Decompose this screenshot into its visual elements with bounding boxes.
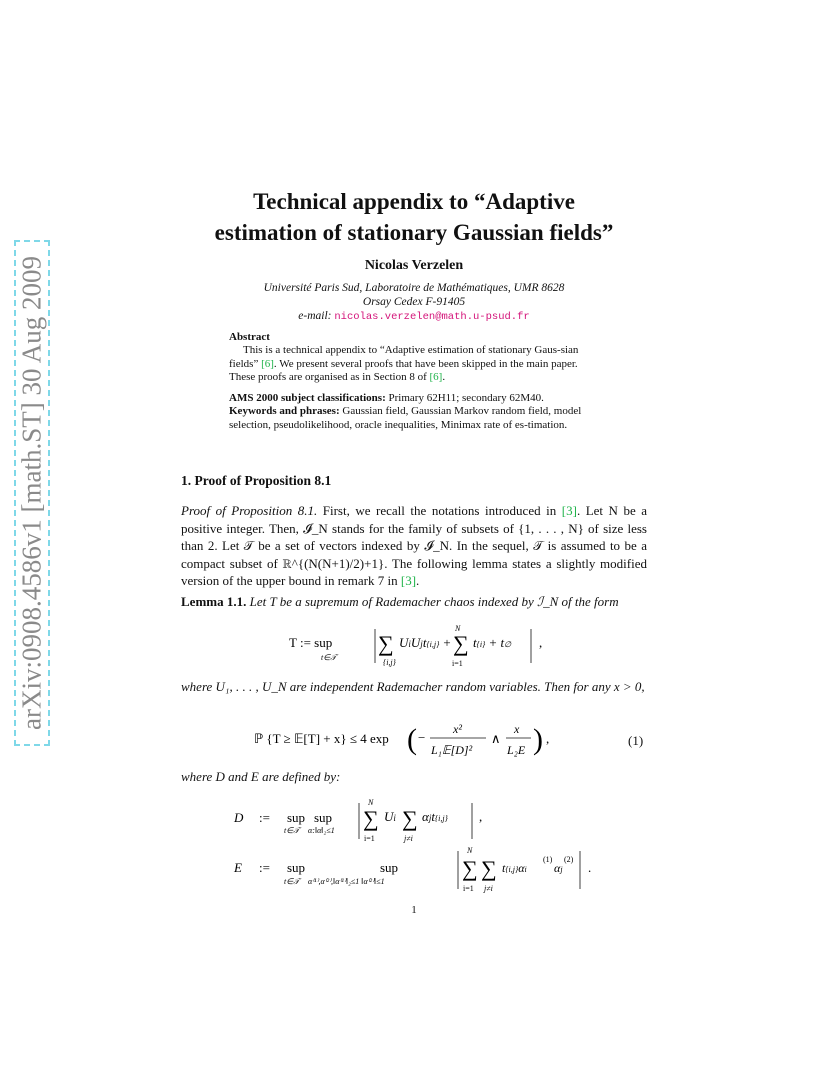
svg-text:E: E (234, 860, 242, 875)
lemma-after-text: where U₁, . . . , U_N are independent Rademacher random variables. Then for any x > 0, (181, 679, 645, 694)
svg-text:∑: ∑ (402, 806, 418, 831)
svg-text:t{i,j}αi: t{i,j}αi (502, 861, 527, 875)
svg-text:L₁𝔼[D]²: L₁𝔼[D]² (431, 743, 473, 757)
svg-text:): ) (533, 723, 543, 756)
ams-text: Primary 62H11; secondary 62M40. (388, 392, 544, 404)
svg-text::=: := (259, 860, 270, 875)
lemma-label: Lemma 1.1. (181, 594, 247, 609)
citation-link-6a[interactable]: [6] (261, 357, 274, 370)
svg-text:,: , (546, 731, 550, 746)
page-number: 1 (411, 904, 417, 916)
svg-text:N: N (467, 846, 473, 855)
svg-text:sup: sup (380, 860, 399, 875)
proof-paragraph (181, 502, 647, 590)
svg-text:−: − (418, 730, 426, 745)
svg-text:∑: ∑ (481, 856, 497, 881)
title-line-1: Technical appendix to “Adaptive (253, 189, 575, 214)
svg-text:(2): (2) (564, 855, 574, 864)
svg-text:,: , (479, 809, 483, 824)
equation-number: (1) (628, 733, 644, 748)
abstract-block (229, 331, 600, 385)
svg-text:j≠i: j≠i (484, 884, 493, 893)
svg-text:α:‖α‖₂≤1: α:‖α‖₂≤1 (308, 826, 335, 835)
equation-e-definition (230, 845, 610, 893)
citation-link-3b[interactable]: [3] (400, 573, 417, 589)
svg-text:sup: sup (314, 810, 333, 825)
svg-text:t∈𝒯: t∈𝒯 (284, 826, 300, 835)
arxiv-identifier[interactable]: arXiv:0908.4586v1 [math.ST] 30 Aug 2009 (16, 256, 47, 730)
svg-text:αj: αj (554, 861, 563, 875)
lemma-statement (181, 593, 647, 611)
abstract-text-part2: . We present several proofs that have been skipped in the main paper. These proofs are organised as in Section 8 of (229, 357, 578, 384)
svg-text:t∈𝒯: t∈𝒯 (321, 653, 337, 662)
svg-text:,: , (539, 635, 543, 650)
svg-text:i=1: i=1 (463, 884, 474, 893)
affiliation-line-1: Université Paris Sud, Laboratoire de Mathématiques, UMR 8628 (263, 282, 565, 294)
citation-link-6b[interactable]: [6] (429, 371, 443, 384)
svg-text:.: . (588, 860, 592, 875)
affiliation (180, 281, 648, 324)
svg-text:∑: ∑ (453, 631, 469, 656)
svg-text:j≠i: j≠i (404, 834, 413, 843)
svg-text::=: := (259, 810, 270, 825)
keywords-line (229, 405, 600, 432)
svg-text:t∈𝒯: t∈𝒯 (284, 877, 300, 886)
abstract-text (229, 344, 600, 384)
svg-text:T := sup: T := sup (289, 635, 333, 650)
svg-text:(: ( (407, 723, 417, 756)
svg-text:sup: sup (287, 810, 306, 825)
author-name: Nicolas Verzelen (364, 258, 464, 273)
equation-d-definition (230, 795, 530, 843)
svg-text:∑: ∑ (363, 806, 379, 831)
keywords-label: Keywords and phrases: (229, 405, 340, 418)
email-line (180, 309, 648, 324)
svg-text:i=1: i=1 (364, 834, 375, 843)
svg-text:L₂E: L₂E (507, 743, 526, 757)
section-heading: 1. Proof of Proposition 8.1 (181, 473, 332, 488)
svg-text:α⁽¹⁾,α⁽²⁾,‖α⁽¹⁾‖₂≤1 ‖α⁽²⁾‖≤1: α⁽¹⁾,α⁽²⁾,‖α⁽¹⁾‖₂≤1 ‖α⁽²⁾‖≤1 (308, 877, 385, 886)
svg-text:i=1: i=1 (452, 659, 463, 668)
ams-classification (229, 392, 600, 405)
arxiv-sidebar-stamp (14, 240, 50, 746)
svg-text:x: x (514, 722, 520, 736)
svg-text:D: D (234, 810, 244, 825)
svg-text:Ui: Ui (384, 809, 396, 824)
svg-text:sup: sup (287, 860, 306, 875)
svg-text:x²: x² (453, 722, 462, 736)
citation-link-3a[interactable]: [3] (561, 503, 577, 518)
abstract-text-part1: This is a technical appendix to “Adaptive estimation of stationary Gaus-sian fields” (229, 344, 579, 370)
svg-text:∑: ∑ (462, 856, 478, 881)
svg-text:t{i} + t∅: t{i} + t∅ (473, 635, 512, 650)
svg-text:ℙ {T ≥ 𝔼[T] + x} ≤ 4 exp: ℙ {T ≥ 𝔼[T] + x} ≤ 4 exp (254, 731, 389, 746)
keywords-block (229, 392, 600, 432)
ams-label: AMS 2000 subject classifications: (229, 392, 386, 404)
svg-text:N: N (455, 624, 461, 633)
proof-text-2: . Let N be a positive integer. Then, 𝓘_N stands for the family of subsets of {1, . . . , N} of size less than 2. Let 𝒯 be a set of vectors indexed by 𝓘_N. In the sequel, 𝒯 is assumed to be a compact subset of ℝ^{(N(N+1)/2)+1}. The following lemma states a slightly modified version of the upper bound in remark 7 in (181, 503, 648, 589)
title-line-2: estimation of stationary Gaussian fields” (214, 220, 614, 245)
paper-title (180, 186, 648, 248)
equation-t-definition (285, 623, 555, 673)
affiliation-line-2: Orsay Cedex F-91405 (362, 296, 466, 308)
keywords-text: Gaussian field, Gaussian Markov random field, model selection, pseudolikelihood, oracle inequalities, Minimax rate of es-timation. (229, 405, 582, 431)
proof-text-3: . (416, 573, 420, 589)
where-d-e-text: where D and E are defined by: (181, 769, 341, 784)
abstract-heading: Abstract (229, 331, 270, 343)
email-link[interactable]: nicolas.verzelen@math.u-psud.fr (334, 311, 530, 323)
svg-text:(1): (1) (543, 855, 553, 864)
proof-text-1: First, we recall the notations introduced in (322, 503, 557, 518)
proof-lead: Proof of Proposition 8.1. (181, 503, 318, 518)
svg-text:UiUjt{i,j} +: UiUjt{i,j} + (399, 635, 452, 650)
lemma-text: Let T be a supremum of Rademacher chaos indexed by ℐ_N of the form (249, 594, 619, 609)
abstract-text-part3: . (442, 371, 446, 384)
svg-text:αjt{i,j}: αjt{i,j} (422, 809, 448, 824)
svg-text:∧: ∧ (491, 731, 501, 746)
svg-text:∑: ∑ (378, 631, 394, 656)
svg-text:N: N (368, 798, 374, 807)
equation-concentration-bound (250, 718, 560, 764)
svg-text:{i,j}: {i,j} (383, 658, 396, 667)
email-label: e-mail: (298, 310, 332, 322)
